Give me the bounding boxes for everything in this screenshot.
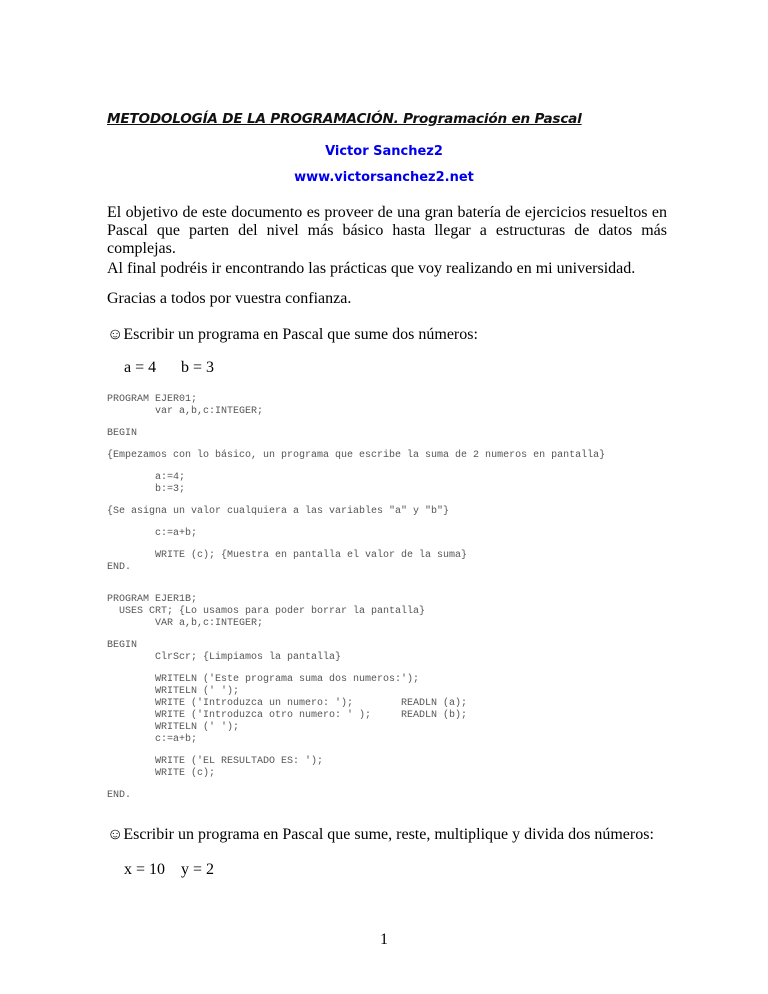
equation-x: x = 10 (124, 861, 166, 878)
code-line (107, 440, 605, 450)
code-line: VAR a,b,c:INTEGER; (107, 618, 264, 629)
exercise-2-text: Escribir un programa en Pascal que sume, reste, multiplique y divida dos números: (123, 826, 654, 843)
code-listing (107, 394, 605, 802)
smiley-icon: ☺ (107, 326, 124, 343)
smiley-icon: ☺ (107, 826, 124, 843)
code-line (107, 540, 605, 550)
thanks-paragraph: Gracias a todos por vuestra confianza. (107, 290, 352, 307)
equation-y: y = 2 (181, 861, 215, 878)
exercise-1-text: Escribir un programa en Pascal que sume dos números: (123, 326, 478, 343)
code-line: var a,b,c:INTEGER; (107, 406, 264, 417)
code-line (107, 584, 605, 594)
code-line (107, 418, 605, 428)
final-note-paragraph: Al final podréis ir encontrando las prácticas que voy realizando en mi universidad. (107, 260, 636, 277)
code-line: {Se asigna un valor cualquiera a las variables "a" y "b"} (107, 506, 450, 517)
code-line: WRITELN ('Este programa suma dos numeros:'); (107, 674, 420, 685)
code-line (107, 496, 605, 506)
code-line: WRITELN (' '); (107, 722, 240, 733)
code-line (107, 780, 605, 790)
code-line: b:=3; (107, 484, 186, 495)
code-line: WRITE ('Introduzca otro numero: ' ); READLN (b); (107, 710, 468, 721)
author-name: Victor Sanchez2 (325, 144, 443, 159)
code-line: PROGRAM EJER01; (107, 394, 198, 405)
code-line: WRITE ('EL RESULTADO ES: '); (107, 756, 324, 767)
author-website[interactable]: www.victorsanchez2.net (294, 170, 474, 185)
code-line: WRITE (c); (107, 768, 216, 779)
code-line: WRITE ('Introduzca un numero: '); READLN (a); (107, 698, 468, 709)
code-line (107, 462, 605, 472)
code-line: PROGRAM EJER1B; (107, 594, 198, 605)
code-line: a:=4; (107, 472, 186, 483)
code-line (107, 664, 605, 674)
equation-a: a = 4 (124, 359, 157, 376)
code-line: USES CRT; {Lo usamos para poder borrar la pantalla} (107, 606, 426, 617)
exercise-1-heading (107, 326, 667, 344)
code-line: ClrScr; {Limpiamos la pantalla} (107, 652, 342, 663)
code-line (107, 574, 605, 584)
equation-b: b = 3 (181, 359, 215, 376)
code-line: c:=a+b; (107, 734, 198, 745)
code-line: END. (107, 790, 132, 801)
intro-paragraph: El objetivo de este documento es proveer de una gran batería de ejercicios resueltos en Pascal que parten del nivel más básico hasta llegar a estructuras de datos más complejas. (107, 204, 667, 257)
code-line: WRITELN (' '); (107, 686, 240, 697)
code-line (107, 746, 605, 756)
code-line: BEGIN (107, 640, 138, 651)
code-line: BEGIN (107, 428, 138, 439)
code-line: WRITE (c); {Muestra en pantalla el valor de la suma} (107, 550, 468, 561)
page-number: 1 (380, 931, 388, 948)
code-line: c:=a+b; (107, 528, 198, 539)
code-line (107, 630, 605, 640)
code-line (107, 518, 605, 528)
exercise-2-heading (107, 826, 727, 844)
document-title: METODOLOGÍA DE LA PROGRAMACIÓN. Programación en Pascal (107, 111, 582, 127)
code-line: {Empezamos con lo básico, un programa que escribe la suma de 2 numeros en pantalla} (107, 450, 606, 461)
code-line: END. (107, 562, 132, 573)
